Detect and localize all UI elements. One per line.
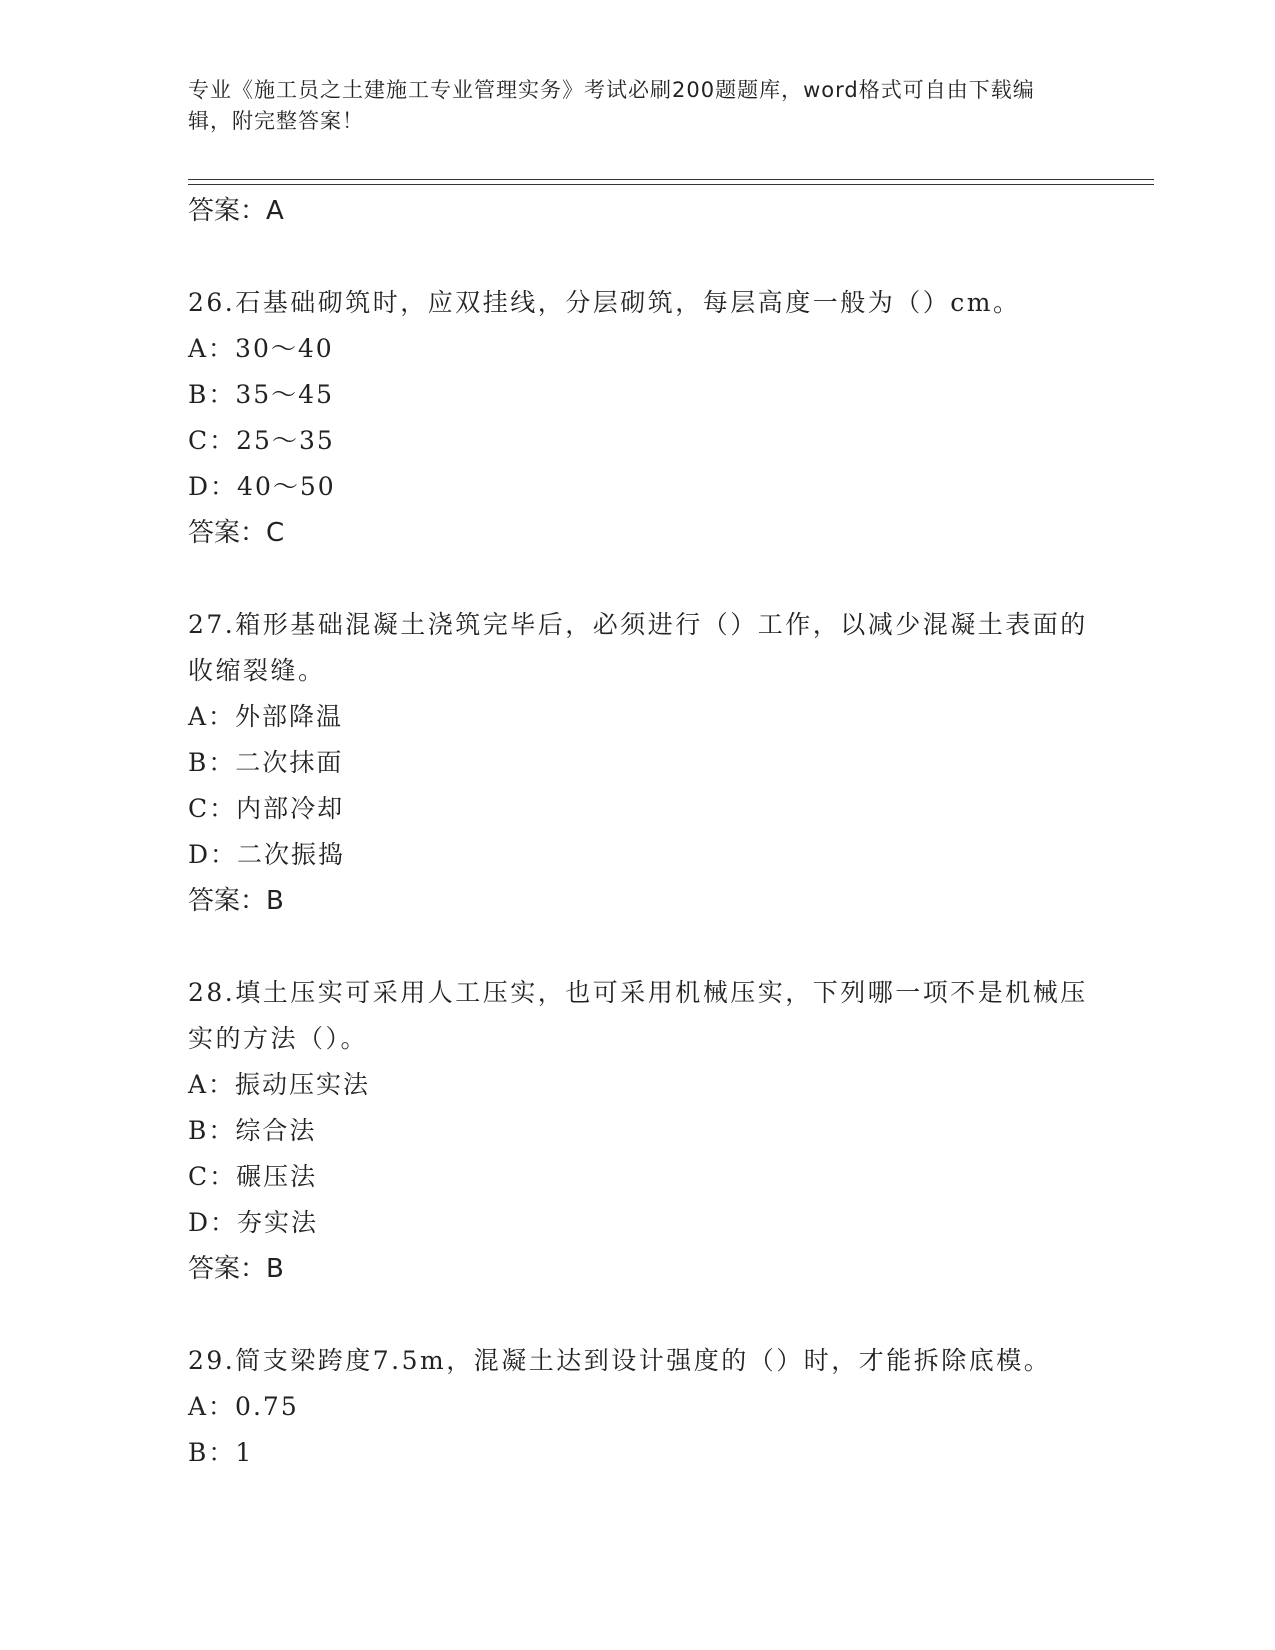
- option-d: D：夯实法: [188, 1208, 319, 1237]
- option-b: B：35～45: [188, 380, 334, 409]
- question-29: [188, 1338, 1088, 1476]
- option-c: C：碾压法: [188, 1162, 318, 1191]
- question-28: [188, 970, 1088, 1292]
- question-text: 28.填土压实可采用人工压实，也可采用机械压实，下列哪一项不是机械压实的方法（）。: [188, 978, 1088, 1053]
- answer-line: 答案：C: [188, 518, 285, 548]
- paragraph-gap: [188, 1292, 1088, 1338]
- option-a: A：外部降温: [188, 702, 344, 731]
- paragraph-gap: [188, 234, 1088, 280]
- answer-line: 答案：B: [188, 1254, 284, 1284]
- answer-line: 答案：B: [188, 886, 284, 916]
- document-header: 专业《施工员之土建施工专业管理实务》考试必刷200题题库，word格式可自由下载编辑，附完整答案！: [188, 78, 1035, 133]
- option-a: A：30～40: [188, 334, 334, 363]
- option-d: D：40～50: [188, 472, 336, 501]
- question-text: 26.石基础砌筑时，应双挂线，分层砌筑，每层高度一般为（）cm。: [188, 288, 1021, 317]
- question-text: 29.简支梁跨度7.5m，混凝土达到设计强度的（）时，才能拆除底模。: [188, 1346, 1052, 1375]
- option-b: B：综合法: [188, 1116, 317, 1145]
- option-c: C：25～35: [188, 426, 335, 455]
- option-c: C：内部冷却: [188, 794, 345, 823]
- header-divider-bottom: [188, 184, 1154, 185]
- option-a: A：0.75: [188, 1392, 299, 1421]
- option-a: A：振动压实法: [188, 1070, 371, 1099]
- question-27: [188, 602, 1088, 924]
- document-body: [188, 188, 1088, 1476]
- question-26: [188, 280, 1088, 556]
- header-divider-top: [188, 179, 1154, 180]
- paragraph-gap: [188, 556, 1088, 602]
- question-text: 27.箱形基础混凝土浇筑完毕后，必须进行（）工作，以减少混凝土表面的收缩裂缝。: [188, 610, 1088, 685]
- option-b: B：二次抹面: [188, 748, 344, 777]
- answer-line: 答案：A: [188, 196, 284, 226]
- option-d: D：二次振捣: [188, 840, 346, 869]
- option-b: B：1: [188, 1438, 254, 1467]
- paragraph-gap: [188, 924, 1088, 970]
